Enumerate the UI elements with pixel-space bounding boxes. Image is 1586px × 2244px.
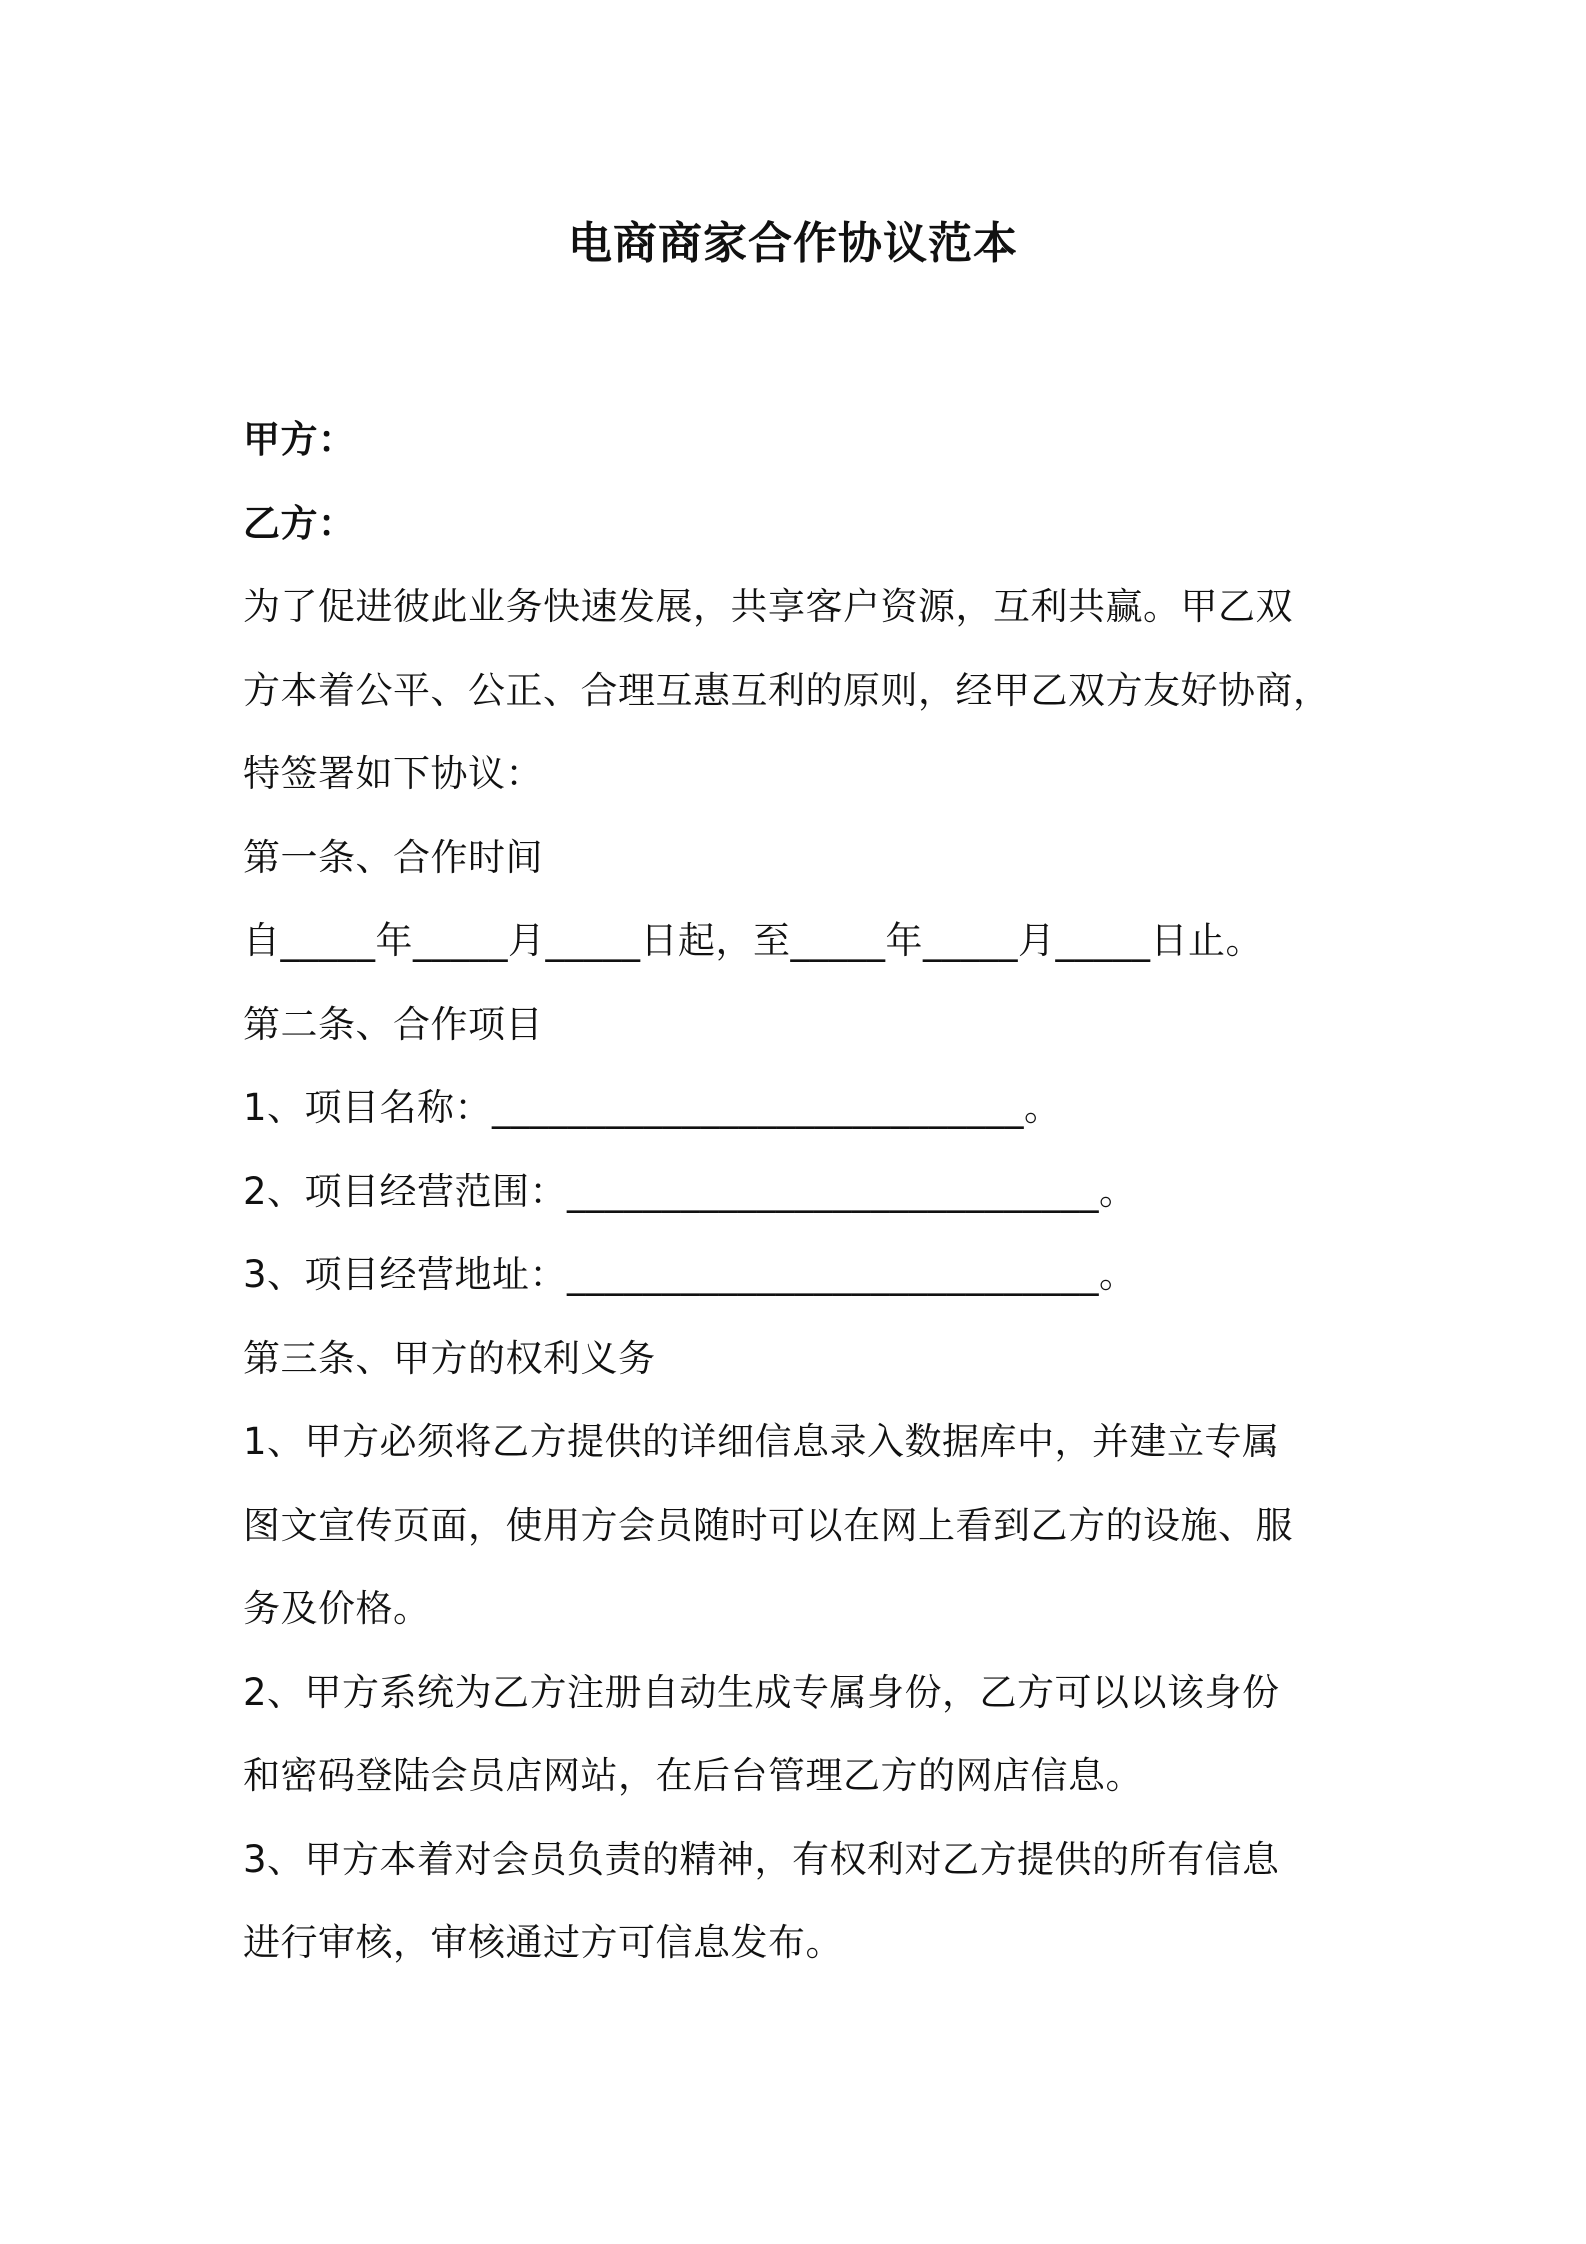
clause-line: 务及价格。	[243, 1587, 431, 1630]
article-heading: 第一条、合作时间	[243, 835, 543, 879]
clause-line: 3、甲方本着对会员负责的精神，有权利对乙方提供的所有信息	[243, 1837, 1280, 1881]
project-scope-line: 2、项目经营范围：____________________________。	[243, 1169, 1137, 1213]
preamble-line: 特签署如下协议：	[243, 752, 543, 795]
article-heading: 第二条、合作项目	[243, 1002, 543, 1046]
article-heading: 第三条、甲方的权利义务	[243, 1336, 656, 1380]
clause-line: 进行审核，审核通过方可信息发布。	[243, 1921, 843, 1964]
clause-line: 图文宣传页面，使用方会员随时可以在网上看到乙方的设施、服	[243, 1503, 1293, 1547]
document-title: 电商商家合作协议范本	[568, 218, 1018, 269]
party-a-line: 甲方：	[243, 418, 356, 461]
party-b-line: 乙方：	[243, 501, 356, 545]
clause-line: 2、甲方系统为乙方注册自动生成专属身份，乙方可以以该身份	[243, 1670, 1280, 1714]
cooperation-period-line: 自_____年_____月_____日起，至_____年_____月_____日止。	[243, 919, 1263, 962]
preamble-line: 为了促进彼此业务快速发展，共享客户资源，互利共赢。甲乙双	[243, 585, 1293, 628]
project-address-line: 3、项目经营地址：____________________________。	[243, 1253, 1137, 1296]
document-body	[243, 398, 1363, 1985]
clause-line: 和密码登陆会员店网站，在后台管理乙方的网店信息。	[243, 1754, 1143, 1797]
preamble-line: 方本着公平、公正、合理互惠互利的原则，经甲乙双方友好协商，	[243, 668, 1331, 712]
clause-line: 1、甲方必须将乙方提供的详细信息录入数据库中，并建立专属	[243, 1420, 1280, 1463]
project-name-line: 1、项目名称：____________________________。	[243, 1086, 1062, 1129]
